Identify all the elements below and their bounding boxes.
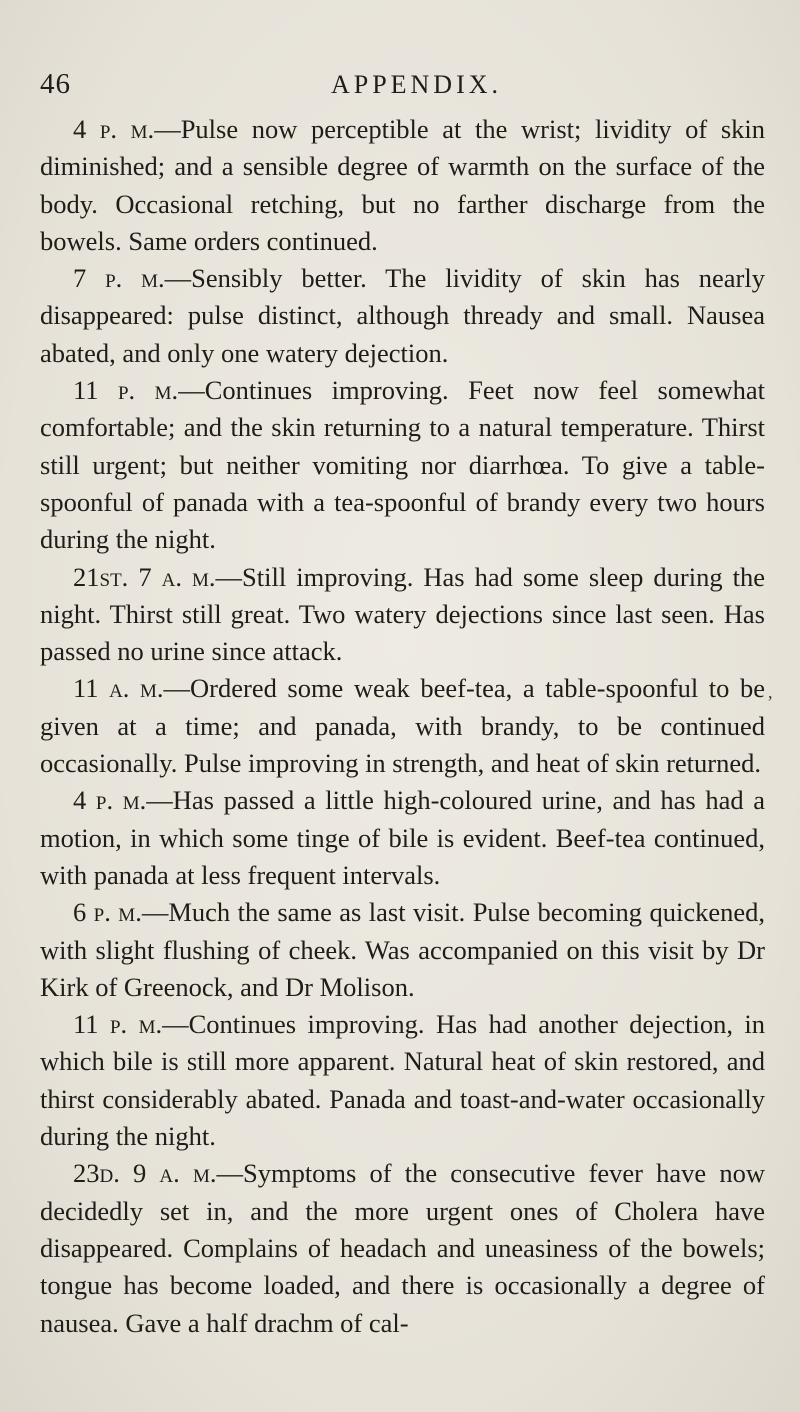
entry-3 <box>40 372 765 558</box>
entry-4 <box>40 559 765 671</box>
entry-text: —Continues improving. Feet now feel somewhat comfortable; and the skin returning to a natural temperature. Thirst still urgent; but neither vomiting nor diarrhœa. To give a table-spoonful of panada with a tea-spoonful of brandy every two hours during the night. <box>40 375 765 555</box>
entry-time: 11 p. m. <box>73 375 179 406</box>
entry-text: —Ordered some weak beef-tea, a table-spoonful to be given at a time; and panada, with brandy, to be continued occasionally. Pulse improving in strength, and heat of skin returned. <box>40 673 765 779</box>
entry-time: 11 p. m. <box>73 1009 163 1040</box>
entry-time: 21st. 7 a. m. <box>73 561 216 592</box>
page-header <box>40 68 765 112</box>
running-head: APPENDIX. <box>330 70 503 99</box>
entry-time: 7 p. m. <box>73 263 165 294</box>
entry-2 <box>40 260 765 372</box>
entry-6 <box>40 782 765 894</box>
margin-mark: , <box>768 682 773 702</box>
entry-text: —Sensibly better. The lividity of skin has nearly disappeared: pulse distinct, although thready and small. Nausea abated, and only one watery dejection. <box>40 263 765 368</box>
entry-time: 4 p. m. <box>73 785 147 816</box>
entry-9 <box>40 1155 765 1341</box>
entry-time: 23d. 9 a. m. <box>73 1158 217 1189</box>
entry-text: —Much the same as last visit. Pulse becoming quickened, with slight flushing of cheek. Was accompanied on this visit by Dr Kirk of Greenock, and Dr Molison. <box>40 897 765 1002</box>
entry-text: —Symptoms of the consecutive fever have now decidedly set in, and the more urgent ones of Cholera have disappeared. Complains of headach and uneasiness of the bowels; tongue has become loaded, and there is occasionally a degree of nausea. Gave a half drachm of cal- <box>40 1158 765 1338</box>
entry-time: 11 a. m. <box>73 673 164 704</box>
entry-8 <box>40 1006 765 1155</box>
entry-7 <box>40 894 765 1006</box>
entry-1 <box>40 111 765 260</box>
entry-time: 6 p. m. <box>73 897 142 928</box>
entry-text: —Continues improving. Has had another dejection, in which bile is still more apparent. Natural heat of skin restored, and thirst considerably abated. Panada and toast-and-water occasionally during the night. <box>40 1009 765 1152</box>
entry-text: —Still improving. Has had some sleep during the night. Thirst still great. Two watery dejections since last seen. Has passed no urine since attack. <box>40 561 765 667</box>
entry-5 <box>40 670 765 782</box>
entry-text: —Has passed a little high-coloured urine, and has had a motion, in which some tinge of bile is evident. Beef-tea continued, with panada at less frequent intervals. <box>40 785 765 890</box>
entry-time: 4 p. m. <box>73 114 155 144</box>
page-number: 46 <box>40 68 71 100</box>
entry-text: —Pulse now perceptible at the wrist; lividity of skin diminished; and a sensible degree of warmth on the surface of the body. Occasional retching, but no farther discharge from the bowels. Same orders continued. <box>40 114 765 256</box>
body-text <box>40 111 765 1342</box>
